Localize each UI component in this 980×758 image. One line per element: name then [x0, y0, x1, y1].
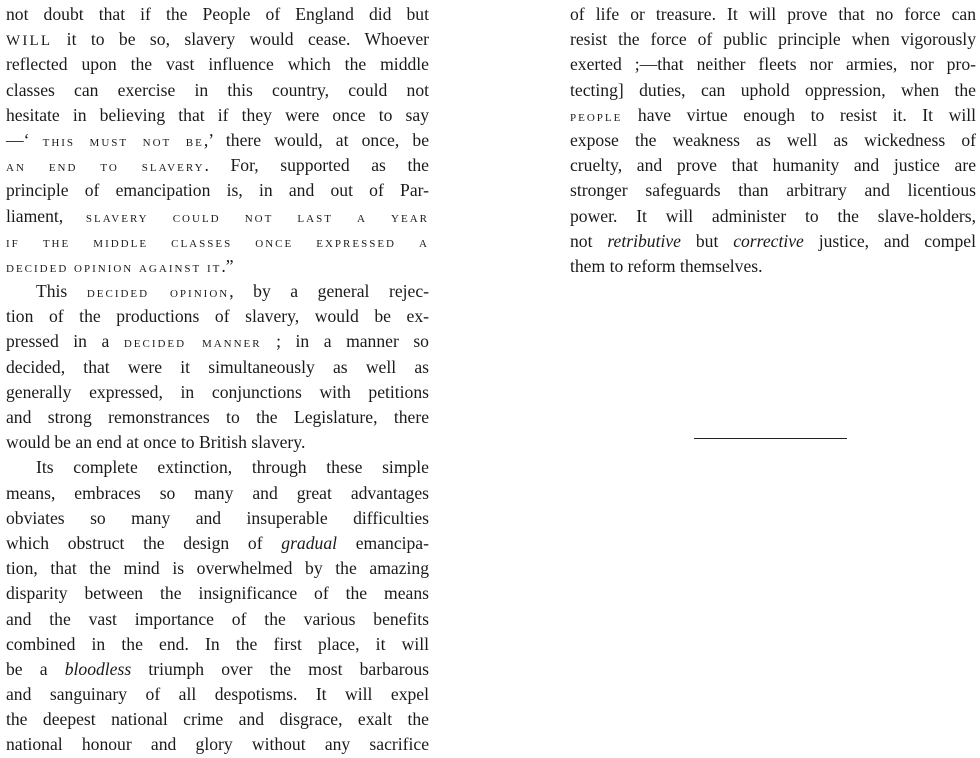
text-line: decided opinion against it.” [6, 255, 234, 276]
text-line: of life or treasure. It will prove that no force can [570, 4, 976, 24]
text-line: people have virtue enough to resist it. It will [570, 104, 976, 125]
left-column [6, 2, 429, 758]
text-line: principle of emancipation is, in and out of Par- [6, 180, 429, 201]
text-line: means, embraces so many and great advantages [6, 482, 429, 503]
text-line: not doubt that if the People of England did but [6, 4, 429, 24]
text-line: Its complete extinction, through these simple [36, 457, 429, 478]
text-line: which obstruct the design of gradual emancipa- [6, 532, 429, 553]
text-line: decided, that were it simultaneously as well as [6, 356, 429, 377]
text-line: disparity between the insignificance of the means [6, 583, 429, 604]
text-line: the deepest national crime and disgrace, exalt the [6, 709, 429, 730]
text-line: tion, that the mind is overwhelmed by the amazing [6, 558, 429, 579]
text-line: exerted ;—that neither fleets nor armies, nor pro- [570, 54, 976, 75]
text-line: classes can exercise in this country, could not [6, 79, 429, 100]
text-line: reflected upon the vast influence which the middle [6, 54, 429, 75]
text-line: pressed in a decided manner ; in a manner so [6, 331, 429, 352]
text-line: —‘ this must not be,’ there would, at once, be [6, 129, 429, 150]
text-line: and strong remonstrances to the Legislature, there [6, 407, 429, 427]
text-line: an end to slavery. For, supported as the [6, 155, 429, 176]
text-line: tecting] duties, can uphold oppression, when the [570, 79, 976, 100]
text-line: national honour and glory without any sacrifice [6, 734, 429, 755]
text-line: combined in the end. In the first place, it will [6, 633, 429, 654]
text-line: and sanguinary of all despotisms. It will expel [6, 684, 429, 705]
text-line: expose the weakness as well as wickedness of [570, 129, 976, 150]
text-line: obviates so many and insuperable difficulties [6, 507, 429, 528]
text-line: cruelty, and prove that humanity and justice are [570, 155, 976, 176]
text-line: WILL it to be so, slavery would cease. Whoever [6, 29, 429, 50]
text-line: and the vast importance of the various benefits [6, 608, 429, 629]
text-line: tion of the productions of slavery, would be ex- [6, 306, 429, 327]
text-line: be a bloodless triumph over the most barbarous [6, 658, 429, 679]
text-line: resist the force of public principle when vigorously [570, 29, 976, 50]
section-divider [694, 438, 847, 439]
text-line: This decided opinion, by a general rejec- [36, 281, 429, 302]
text-line: liament, slavery could not last a year [6, 205, 429, 226]
text-line: would be an end at once to British slavery. [6, 432, 306, 453]
text-line: power. It will administer to the slave-holders, [570, 205, 976, 226]
text-line: generally expressed, in conjunctions with petitions [6, 381, 429, 402]
text-line: if the middle classes once expressed a [6, 234, 429, 251]
text-line: hesitate in believing that if they were once to say [6, 104, 429, 125]
text-line: stronger safeguards than arbitrary and licentious [570, 180, 976, 201]
text-line: them to reform themselves. [570, 255, 763, 276]
text-line: not retributive but corrective justice, and compel [570, 230, 976, 251]
right-column [570, 2, 976, 279]
